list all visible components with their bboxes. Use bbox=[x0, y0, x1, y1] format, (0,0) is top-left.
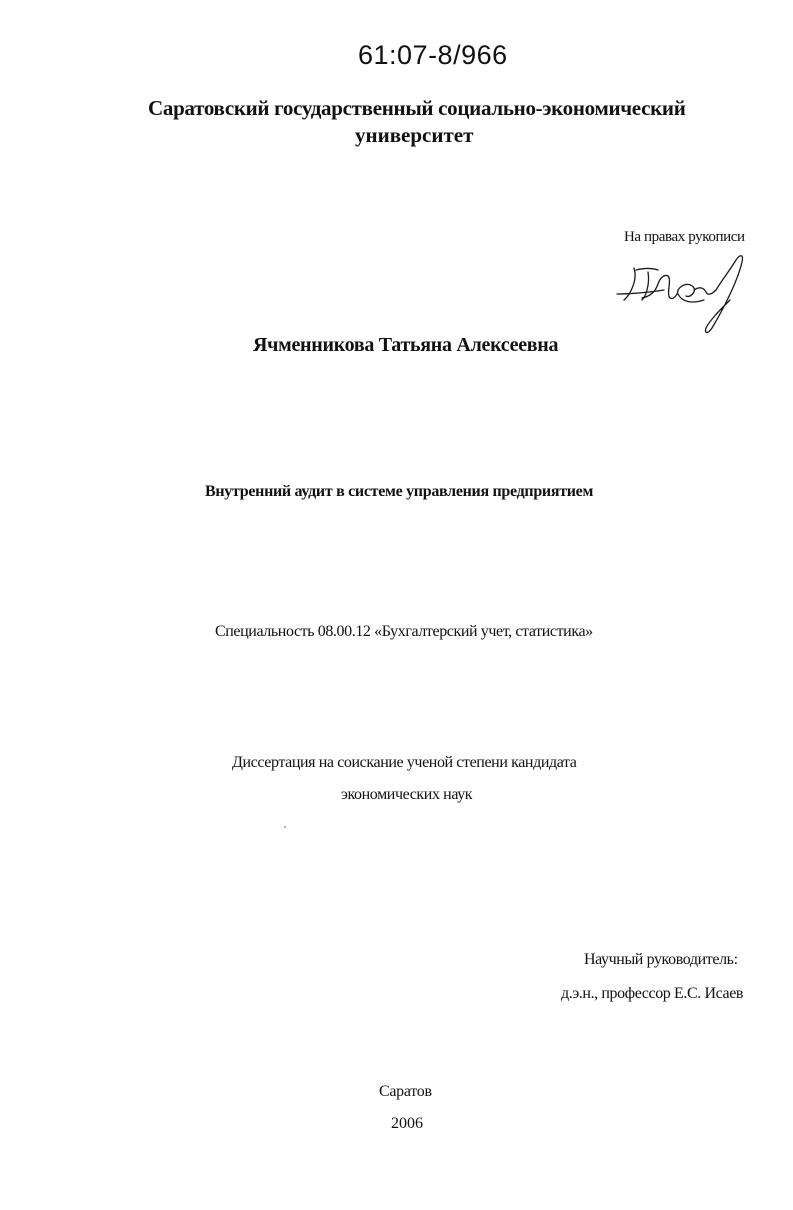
advisor-name: д.э.н., профессор Е.С. Исаев bbox=[561, 985, 744, 1002]
city: Саратов bbox=[379, 1083, 432, 1100]
archive-code: 61:07-8/966 bbox=[358, 40, 508, 70]
handwritten-signature bbox=[612, 250, 772, 340]
year: 2006 bbox=[391, 1115, 423, 1132]
dissertation-degree-line2: экономических наук bbox=[341, 786, 473, 803]
scan-speck bbox=[284, 826, 286, 828]
dissertation-degree-line1: Диссертация на соискание ученой степени кандидата bbox=[232, 754, 577, 771]
advisor-label: Научный руководитель: bbox=[584, 951, 738, 968]
university-name-line1: Саратовский государственный социально-экономический bbox=[148, 96, 686, 120]
author-name: Ячменникова Татьяна Алексеевна bbox=[253, 334, 559, 356]
thesis-title: Внутренний аудит в системе управления предприятием bbox=[205, 483, 594, 500]
manuscript-rights-note: На правах рукописи bbox=[624, 229, 745, 245]
speciality-line: Специальность 08.00.12 «Бухгалтерский учет, статистика» bbox=[215, 623, 593, 640]
university-name-line2: университет bbox=[355, 123, 474, 147]
